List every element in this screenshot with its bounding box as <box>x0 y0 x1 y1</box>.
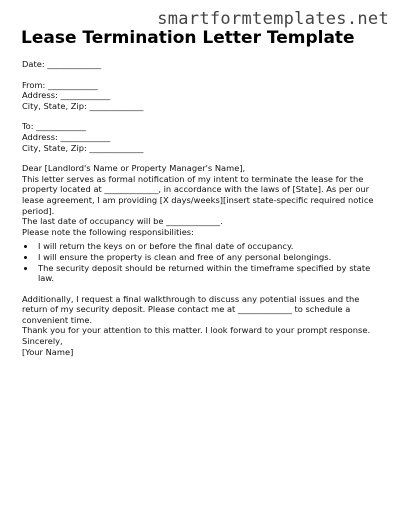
to-city-field: City, State, Zip: _____________ <box>22 142 144 153</box>
from-address-field: Address: ____________ <box>22 90 111 101</box>
list-item: • I will ensure the property is clean and free of any personal belongings. <box>36 252 384 263</box>
closing: Sincerely, <box>22 336 63 347</box>
recipient-block <box>22 121 384 153</box>
paragraph-notification: This letter serves as formal notification of my intent to terminate the lease for the property located at _____________, in accordance with the laws of [State]. As per our lease agreement, I am providing [X days/weeks][insert state-specific required notice period]. <box>22 173 374 216</box>
document-title: Lease Termination Letter Template <box>21 28 355 48</box>
responsibilities-list <box>22 241 384 283</box>
signature: [Your Name] <box>22 346 74 357</box>
from-city-field: City, State, Zip: _____________ <box>22 100 144 111</box>
sender-block <box>22 80 384 112</box>
date-field: Date: _____________ <box>22 59 102 69</box>
last-date-line: The last date of occupancy will be _____________. <box>22 216 223 227</box>
site-watermark: smartformtemplates.net <box>157 9 389 29</box>
greeting: Dear [Landlord's Name or Property Manager's Name], <box>22 163 246 174</box>
list-item: • The security deposit should be returned within the timeframe specified by state law. <box>36 263 384 284</box>
to-address-field: Address: ____________ <box>22 131 111 142</box>
list-item: • I will return the keys on or before the final date of occupancy. <box>36 241 384 252</box>
letter-body <box>22 59 384 357</box>
responsibilities-intro: Please note the following responsibilities: <box>22 226 194 237</box>
from-field: From: ____________ <box>22 79 98 90</box>
thanks-line: Thank you for your attention to this matter. I look forward to your prompt response. <box>22 325 371 336</box>
to-field: To: ____________ <box>22 121 86 132</box>
date-block <box>22 59 384 70</box>
paragraph-walkthrough: Additionally, I request a final walkthrough to discuss any potential issues and the return of my security deposit. Please contact me at _____________ to schedule a convenient time. <box>22 293 360 325</box>
